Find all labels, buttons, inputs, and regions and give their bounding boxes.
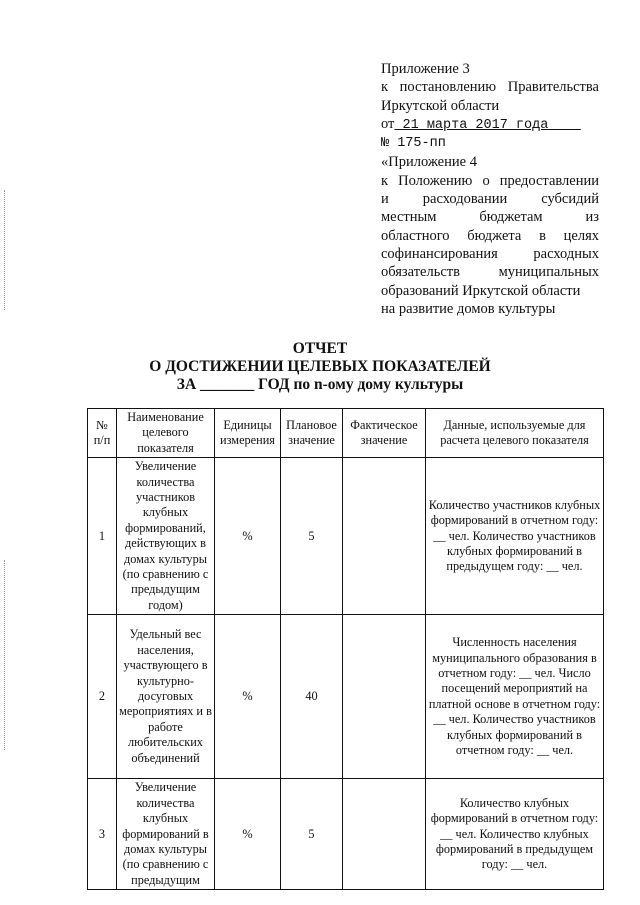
date-prefix: от bbox=[381, 115, 395, 132]
cell-fact bbox=[343, 458, 426, 615]
cell-unit: % bbox=[215, 779, 281, 890]
scan-edge-mark bbox=[4, 190, 6, 310]
cell-unit: % bbox=[215, 458, 281, 615]
cell-name: Увеличение количества участников клубных формирований, действующих в домах культуры (по сравнению с предыдущим годом) bbox=[117, 458, 215, 615]
appendix-region: Иркутской области bbox=[381, 97, 500, 114]
table-row bbox=[88, 615, 604, 779]
table-row bbox=[88, 779, 604, 890]
appendix-date-line bbox=[381, 115, 599, 135]
cell-fact bbox=[343, 779, 426, 890]
header-name: Наименование целевого показателя bbox=[117, 409, 215, 458]
header-unit: Единицы измерения bbox=[215, 409, 281, 458]
appendix-text-line: софинансирования расходных bbox=[381, 245, 599, 262]
title-line-1: ОТЧЕТ bbox=[292, 340, 348, 357]
cell-unit: % bbox=[215, 615, 281, 779]
table-row bbox=[88, 458, 604, 615]
appendix-text-line: обязательств муниципальных bbox=[381, 264, 599, 281]
cell-data: Количество участников клубных формирований в отчетном году: __ чел. Количество участников клубных формирований в предыдущем году: __ чел. bbox=[426, 458, 604, 615]
header-plan: Плановое значение bbox=[281, 409, 343, 458]
cell-data: Численность населения муниципального образования в отчетном году: __ чел. Число посещений мероприятий на платной основе в отчетном году: __ чел. Количество участников клубных формирований в отчетном году: __ чел. bbox=[426, 615, 604, 779]
date-value: 21 марта 2017 года bbox=[402, 117, 549, 133]
cell-plan: 5 bbox=[281, 779, 343, 890]
header-num: № п/п bbox=[88, 409, 117, 458]
scan-edge-mark bbox=[4, 560, 6, 750]
cell-name: Увеличение количества клубных формирований в домах культуры (по сравнению с предыдущим bbox=[117, 779, 215, 890]
cell-fact bbox=[343, 615, 426, 779]
cell-name: Удельный вес населения, участвующего в культурно-досуговых мероприятиях и в работе любительских объединений bbox=[117, 615, 215, 779]
appendix-text-line: на развитие домов культуры bbox=[381, 300, 556, 317]
cell-num: 2 bbox=[88, 615, 117, 779]
cell-num: 1 bbox=[88, 458, 117, 615]
appendix-text-line: к Положению о предоставлении bbox=[381, 172, 599, 189]
cell-num: 3 bbox=[88, 779, 117, 890]
title-line-3: ЗА _______ ГОД по n-ому дому культуры bbox=[176, 376, 464, 393]
indicators-table bbox=[87, 408, 604, 890]
report-title bbox=[60, 340, 580, 394]
cell-plan: 5 bbox=[281, 458, 343, 615]
decree-number: № 175-пп bbox=[381, 136, 446, 152]
appendix-sub-number: «Приложение 4 bbox=[381, 154, 477, 171]
appendix-text-line: местным бюджетам из bbox=[381, 209, 599, 226]
header-fact: Фактическое значение bbox=[343, 409, 426, 458]
appendix-text-line: и расходовании субсидий bbox=[381, 191, 599, 208]
appendix-ref-line: к постановлению Правительства bbox=[381, 79, 599, 96]
cell-data: Количество клубных формирований в отчетном году: __ чел. Количество клубных формирований в предыдущем году: __ чел. bbox=[426, 779, 604, 890]
header-data: Данные, используемые для расчета целевого показателя bbox=[426, 409, 604, 458]
table-header-row bbox=[88, 409, 604, 458]
appendix-header bbox=[381, 60, 599, 318]
title-line-2: О ДОСТИЖЕНИИ ЦЕЛЕВЫХ ПОКАЗАТЕЛЕЙ bbox=[149, 358, 491, 375]
appendix-text-line: образований Иркутской области bbox=[381, 282, 581, 299]
appendix-number: Приложение 3 bbox=[381, 61, 470, 77]
appendix-text-line: областного бюджета в целях bbox=[381, 227, 599, 244]
cell-plan: 40 bbox=[281, 615, 343, 779]
